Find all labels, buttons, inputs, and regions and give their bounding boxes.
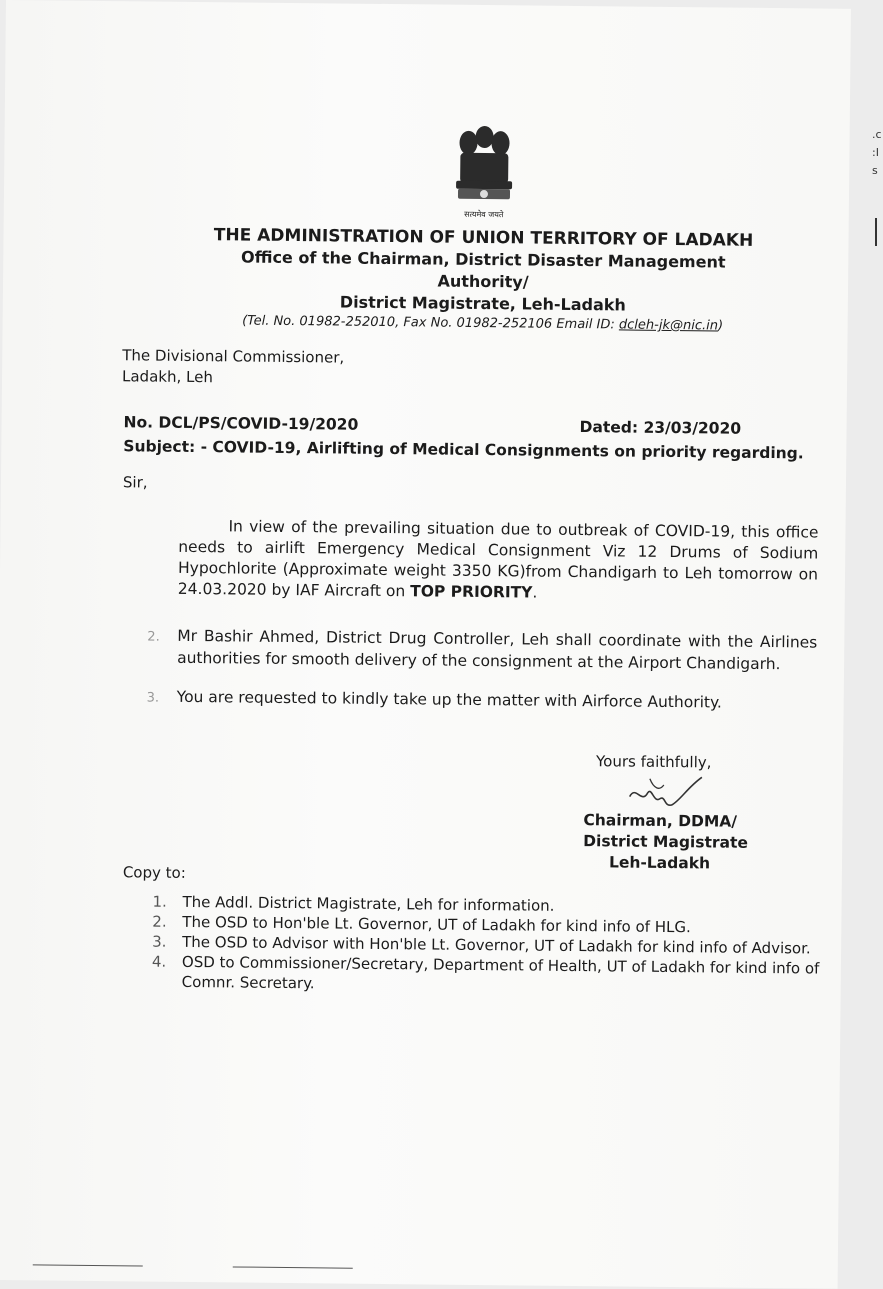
paragraph-2-text: Mr Bashir Ahmed, District Drug Controller, Leh shall coordinate with the Airlines authorities for smooth delivery of the consignment at the Airport Chandigarh. — [177, 626, 818, 674]
list-item-text: The OSD to Advisor with Hon'ble Lt. Governor, UT of Ladakh for kind info of Advisor. — [182, 932, 811, 958]
reference-number: No. DCL/PS/COVID-19/2020 — [123, 413, 359, 434]
national-emblem-icon — [444, 115, 525, 226]
signatory-title-3: Leh-Ladakh — [608, 853, 711, 873]
header-line-1: THE ADMINISTRATION OF UNION TERRITORY OF LADAKH — [213, 225, 754, 251]
paragraph-3-text: You are requested to kindly take up the matter with Airforce Authority. — [176, 687, 722, 712]
list-item — [152, 952, 822, 999]
paragraph-1 — [178, 516, 819, 607]
paragraph-3-number: 3. — [146, 690, 160, 706]
paragraph-1-emphasis: TOP PRIORITY — [410, 582, 533, 602]
signature-block — [583, 752, 784, 875]
list-item-number: 3. — [152, 932, 167, 951]
margin-mark: :I — [872, 146, 879, 159]
list-item-text: OSD to Commissioner/Secretary, Department of Health, UT of Ladakh for kind info of Comnr. Secretary. — [181, 952, 820, 993]
reference-date: Dated: 23/03/2020 — [579, 418, 742, 438]
letterhead — [193, 224, 774, 336]
signatory-title-1: Chairman, DDMA/ — [583, 811, 738, 831]
adjacent-page-marks — [872, 126, 882, 180]
addressee-line-1: The Divisional Commissioner, — [122, 346, 345, 367]
copy-to-label: Copy to: — [122, 863, 186, 882]
footer-rule-right — [233, 1266, 353, 1268]
paragraph-2-number: 2. — [147, 629, 160, 645]
list-item-number: 4. — [151, 952, 167, 971]
closing: Yours faithfully, — [595, 752, 712, 772]
reference-line — [123, 413, 823, 438]
list-item-text: The Addl. District Magistrate, Leh for information. — [182, 892, 555, 915]
footer-rule-left — [33, 1264, 143, 1266]
salutation: Sir, — [122, 473, 148, 492]
list-item-number: 1. — [152, 892, 167, 911]
addressee — [122, 345, 344, 389]
emblem-motto: सत्यमेव जयते — [464, 209, 504, 220]
addressee-line-2: Ladakh, Leh — [121, 367, 213, 387]
contact-prefix: (Tel. No. 01982-252010, Fax No. 01982-252106 Email ID: — [242, 313, 620, 333]
email-link[interactable]: dcleh-jk@nic.in — [618, 317, 719, 334]
margin-mark: .c — [872, 128, 882, 141]
list-item-number: 2. — [152, 912, 167, 931]
margin-mark: s — [872, 164, 878, 177]
list-item-text: The OSD to Hon'ble Lt. Governor, UT of Ladakh for kind info of HLG. — [182, 912, 691, 937]
adjacent-page-bar — [875, 218, 877, 246]
handwritten-signature-icon — [620, 774, 710, 811]
signatory-title-2: District Magistrate — [583, 832, 749, 852]
header-line-3: District Magistrate, Leh-Ladakh — [339, 292, 626, 315]
subject-line: Subject: - COVID-19, Airlifting of Medical Consignments on priority regarding. — [123, 437, 804, 463]
header-line-2: Office of the Chairman, District Disaster Management Authority/ — [240, 247, 726, 292]
copy-to-list — [152, 892, 823, 999]
contact-suffix: ) — [717, 318, 724, 334]
paragraph-2 — [147, 626, 818, 676]
paragraph-1-end: . — [532, 583, 538, 602]
paragraph-3 — [146, 687, 817, 716]
paragraph-1-text: In view of the prevailing situation due to outbreak of COVID-19, this office needs to airlift Emergency Medical Consignment Viz 12 Drums of Sodium Hypochlorite (Approximate weight 3350 KG)from Chandigarh to Leh tomorrow on 24.03.2020 by IAF Aircraft on — [177, 517, 819, 601]
